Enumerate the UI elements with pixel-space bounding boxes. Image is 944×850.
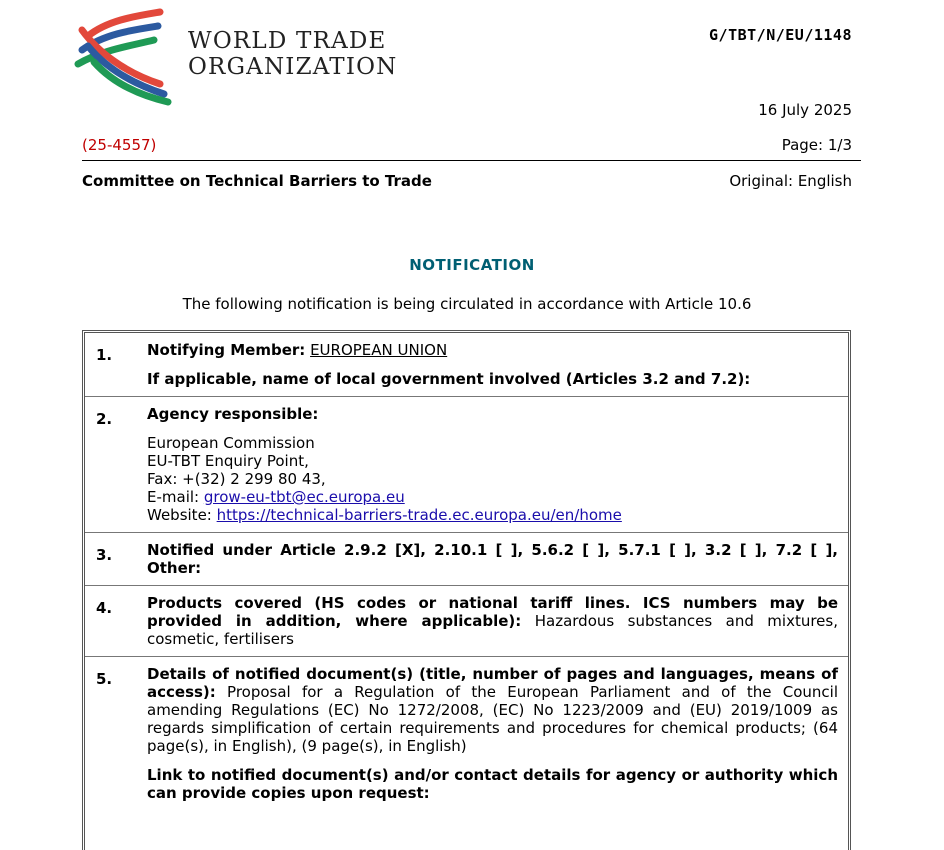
item-number: 4. xyxy=(96,599,113,617)
item-label: Products covered (HS codes or national tariff lines. ICS numbers may be provided in addition, where applicable): xyxy=(147,594,838,630)
email-link[interactable]: grow-eu-tbt@ec.europa.eu xyxy=(203,488,405,506)
item-number: 1. xyxy=(96,346,113,364)
table-row xyxy=(85,533,848,586)
item-number: 3. xyxy=(96,546,113,564)
notifying-member: EUROPEAN UNION xyxy=(310,341,448,359)
notification-table xyxy=(82,330,851,850)
table-row xyxy=(85,333,848,397)
table-row xyxy=(85,397,848,533)
notification-title: NOTIFICATION xyxy=(409,256,535,274)
document-date: 16 July 2025 xyxy=(758,101,852,119)
item-label: Notifying Member: xyxy=(147,341,306,359)
original-language: Original: English xyxy=(729,172,852,190)
header-divider xyxy=(82,160,861,161)
reference-number: (25-4557) xyxy=(82,136,157,154)
org-name-line1: WORLD TRADE xyxy=(188,28,387,54)
table-row xyxy=(85,586,848,657)
item-label: Details of notified document(s) (title, number of pages and languages, means of access): xyxy=(147,665,838,701)
item-label: Link to notified document(s) and/or contact details for agency or authority which can provide copies upon request: xyxy=(147,766,838,802)
committee-name: Committee on Technical Barriers to Trade xyxy=(82,172,432,190)
document-details: Proposal for a Regulation of the European Parliament and of the Council amending Regulations (EC) No 1272/2008, (EC) No 1223/2009 and (EU) 2019/1009 as regards simplification of certain requirements and procedures for chemical products; (64 page(s), in English), (9 page(s), in English) xyxy=(147,683,838,755)
agency-line: European Commission xyxy=(147,434,315,452)
agency-line: EU-TBT Enquiry Point, xyxy=(147,452,309,470)
website-label: Website: xyxy=(147,506,217,524)
notified-under-articles: Notified under Article 2.9.2 [X], 2.10.1 [ ], 5.6.2 [ ], 5.7.1 [ ], 3.2 [ ], 7.2 [ ], Other: xyxy=(147,541,838,577)
item-number: 2. xyxy=(96,410,113,428)
item-number: 5. xyxy=(96,670,113,688)
document-symbol: G/TBT/N/EU/1148 xyxy=(709,26,852,44)
page-indicator: Page: 1/3 xyxy=(781,136,852,154)
wto-logo-icon xyxy=(68,6,180,106)
products-covered: Hazardous substances and mixtures, cosmetic, fertilisers xyxy=(147,612,838,648)
item-label: Agency responsible: xyxy=(147,405,319,423)
table-row xyxy=(85,657,848,810)
circulation-note: The following notification is being circulated in accordance with Article 10.6 xyxy=(182,295,752,313)
item-label: If applicable, name of local government involved (Articles 3.2 and 7.2): xyxy=(147,370,751,388)
org-name-line2: ORGANIZATION xyxy=(188,54,398,80)
website-link[interactable]: https://technical-barriers-trade.ec.europa.eu/en/home xyxy=(216,506,622,524)
email-label: E-mail: xyxy=(147,488,204,506)
agency-fax: Fax: +(32) 2 299 80 43, xyxy=(147,470,326,488)
